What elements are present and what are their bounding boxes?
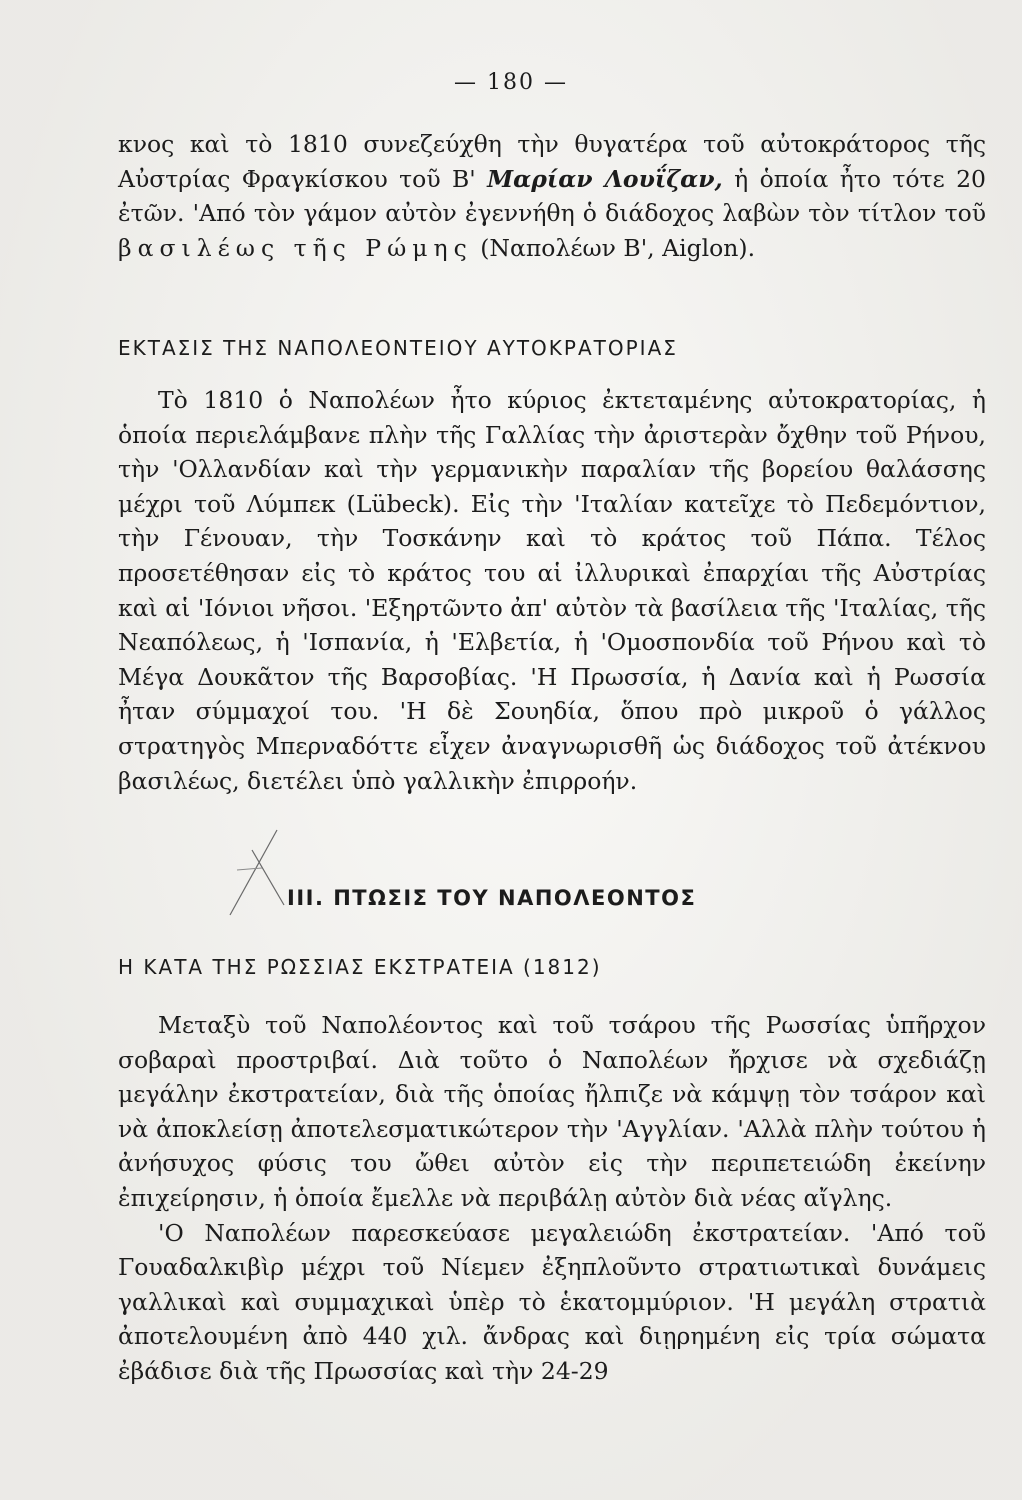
empire-extent-paragraph [118,383,986,798]
intro-text-2: ἡ ὁποία ἦτο τότε 20 ἐτῶν. 'Από τὸν γάμον αὐτὸν ἐγεννήθη ὁ διάδοχος λαβὼν τὸν τίτλον τοῦ [118,164,986,228]
russian-campaign-paragraphs [118,1008,986,1389]
intro-text-1: κνος καὶ τὸ 1810 συνεζεύχθη τὴν θυγατέρα τοῦ αὐτοκράτορος τῆς Αὐστρίας Φραγκίσκου τοῦ Β' [118,130,986,193]
empire-extent-text: Τὸ 1810 ὁ Ναπολέων ἦτο κύριος ἐκτεταμένης αὐτοκρατορίας, ἡ ὁποία περιελάμβανε πλὴν τῆς Γαλλίας τὴν ἀριστερὰν ὄχθην τοῦ Ρήνου, τὴν 'Ολλανδίαν καὶ τὴν γερμανικὴν παραλίαν τῆς βορείου θαλάσσης μέχρι τοῦ Λύμπεκ (Lübeck). Εἰς τὴν 'Ιταλίαν κατεῖχε τὸ Πεδεμόντιον, τὴν Γένουαν, τὴν Τοσκάνην καὶ τὸ κράτος τοῦ Πάπα. Τέλος προσετέθησαν εἰς τὸ κράτος του αἱ ἰλλυρικαὶ ἐπαρχίαι τῆς Αὐστρίας καὶ αἱ 'Ιόνιοι νῆσοι. 'Εξηρτῶντο ἀπ' αὐτὸν τὰ βασίλεια τῆς 'Ιταλίας, τῆς Νεαπόλεως, ἡ 'Ισπανία, ἡ 'Ελβετία, ἡ 'Ομοσπονδία τοῦ Ρήνου καὶ τὸ Μέγα Δουκᾶτον τῆς Βαρσοβίας. 'Η Πρωσσία, ἡ Δανία καὶ ἡ Ρωσσία ἦταν σύμμαχοί του. 'Η δὲ Σουηδία, ὅπου πρὸ μικροῦ ὁ γάλλος στρατηγὸς Μπερναδόττε εἶχεν ἀναγνωρισθῆ ὡς διάδοχος τοῦ ἀτέκνου βασιλέως, διετέλει ὑπὸ γαλλικὴν ἐπιρροήν. [118,386,986,795]
russian-campaign-paragraph-2: 'Ο Ναπολέων παρεσκεύασε μεγαλειώδη ἐκστρατείαν. 'Από τοῦ Γουαδαλκιβὶρ μέχρι τοῦ Νίεμεν ἐξηπλοῦντο στρατιωτικαὶ δυνάμεις γαλλικαὶ καὶ συμμαχικαὶ ὑπὲρ τὸ ἑκατομμύριον. 'Η μεγάλη στρατιὰ ἀποτελουμένη ἀπὸ 440 χιλ. ἄνδρας καὶ διῃρημένη εἰς τρία σώματα ἐβάδισε διὰ τῆς Πρωσσίας καὶ τὴν 24-29 [118,1218,986,1385]
section-heading-russian-campaign: Η ΚΑΤΑ ΤΗΣ ΡΩΣΣΙΑΣ ΕΚΣΤΡΑΤΕΙΑ (1812) [118,955,602,979]
russian-campaign-paragraph-1: Μεταξὺ τοῦ Ναπολέοντος καὶ τοῦ τσάρου τῆς Ρωσσίας ὑπῆρχον σοβαραὶ προστριβαί. Διὰ τοῦτο ὁ Ναπολέων ἤρχισε νὰ σχεδιάζῃ μεγάλην ἐκστρατείαν, διὰ τῆς ὁποίας ἤλπιζε νὰ κάμψῃ τὸν τσάρον καὶ νὰ ἀποκλείσῃ ἀποτελεσματικώτερον τὴν 'Αγγλίαν. 'Αλλὰ πλὴν τούτου ἡ ἀνήσυχος φύσις του ὤθει αὐτὸν εἰς τὴν περιπετειώδη ἐκείνην ἐπιχείρησιν, ἡ ὁποία ἔμελλε νὰ περιβάλῃ αὐτὸν διὰ νέας αἴγλης. [118,1011,986,1212]
chapter-heading: III. ΠΤΩΣΙΣ ΤΟΥ ΝΑΠΟΛΕΟΝΤΟΣ [287,886,697,910]
intro-text-3: (Ναπολέων Β', Aiglon). [472,233,756,262]
intro-paragraph [118,127,986,265]
pencil-mark-icon [222,820,292,920]
section-heading-empire-extent: ΕΚΤΑΣΙΣ ΤΗΣ ΝΑΠΟΛΕΟΝΤΕΙΟΥ ΑΥΤΟΚΡΑΤΟΡΙΑΣ [118,336,678,360]
page-number: — 180 — [454,70,568,95]
spaced-title: βασιλέως τῆς Ρώμης [118,233,473,262]
name-emphasis: Μαρίαν Λουΐζαν, [487,164,723,193]
